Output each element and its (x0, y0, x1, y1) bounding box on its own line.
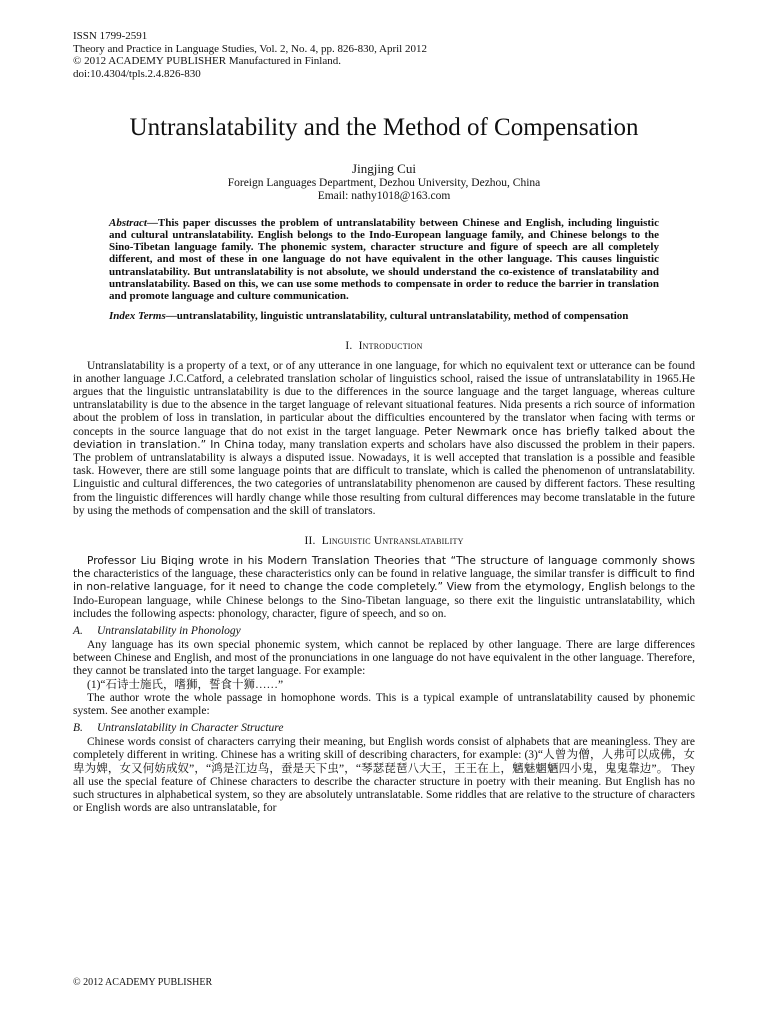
paragraph-text: Untranslatability is a property of a text, or of any utterance in one language, for which no equivalent text or utterance can be found in another language J.C.Catford, a celebrated translation scholar of linguistics school, raised the issue of untranslatability in 1965.He argues that the linguistic untranslatability is due to the differences in the source language and the target language, whereas culture untranslatability is due to the absence in the target language of relevant situational features. Nida presents a rich source of information about the problem of loss in translation, in particular about the difficulties encountered by the translator when facing with terms or concepts in the source language that do not exist in the target language. (73, 359, 695, 438)
paragraph (73, 360, 695, 518)
paragraph (73, 555, 695, 621)
section-number: I. (345, 339, 353, 352)
author-name: Jingjing Cui (352, 161, 416, 177)
affiliation: Foreign Languages Department, Dezhou University, Dezhou, China (227, 176, 541, 189)
paragraph-text-alt-font: difficult to find in non-relative language, for it need to change the code completely.” View from the etymology, English (73, 568, 696, 594)
page-footer: © 2012 ACADEMY PUBLISHER (73, 977, 213, 988)
paper-page (73, 30, 695, 815)
section-heading-introduction (73, 340, 695, 353)
index-terms-dash: — (165, 310, 177, 323)
author-email: Email: nathy1018@163.com (317, 189, 451, 202)
paragraph: Chinese words consist of characters carrying their meaning, but English words consist of alphabets that are meaningless. They are completely different in writing. Chinese has a writing skill of describing characters, for example: (3)“人曾为僧，人弗可以成佛，女卑为婢，女又何妨成奴”，“鸿是江边鸟，蚕是天下虫”，“琴瑟琵琶八大王，王王在上，魑魅魍魉四小鬼，鬼鬼靠边”。 They all use the special feature of Chinese characters to describe the character structure in poetry with their meaning. But English has no such structures in alphabetical system, so they are absolutely untranslatable. Some riddles that are relative to the structure of characters or English words are also untranslatable, for (73, 736, 695, 815)
section-number: II. (304, 534, 316, 547)
subsection-heading-phonology (73, 625, 695, 638)
paragraph: Any language has its own special phonemic system, which cannot be replaced by other language. There are large differences between Chinese and English, and most of the pronunciations in one language do not have equivalent in the other language. Therefore, they cannot be translated into the target language. For example: (73, 638, 695, 678)
paper-title: Untranslatability and the Method of Compensation (129, 114, 639, 142)
abstract-text: This paper discusses the problem of untranslatability between Chinese and English, including linguistic and cultural untranslatability. English belongs to the Indo-European language family, and Chinese belongs to the Sino-Tibetan language family. The phonemic system, character structure and figure of speech are all completely different, and most of these in one language do not have equivalent in the other language. This causes linguistic untranslatability. But untranslatability is not absolute, we should understand the co-existence of translatability and untranslatability. Based on this, we can use some methods to compensate in order to reduce the barrier in translation and promote language and culture communication. (109, 216, 659, 303)
paragraph-text: today, many translation experts and scholars have also discussed the problem in their papers. The problem of untranslatability is always a disputed issue. Nowadays, it is well accepted that translation is a possible and feasible task. However, there are still some language points that are difficult to translate, which is called the phenomenon of untranslatability. Linguistic and cultural differences, the two categories of untranslatability phenomenon are caused by different factors. These resulting from the linguistic differences will hardly change while those resulting from cultural differences may become translatable in the future by using the methods of compensation and the skill of translators. (73, 438, 695, 517)
paragraph: The author wrote the whole passage in homophone words. This is a typical example of untranslatability caused by phonemic system. See another example: (73, 691, 695, 717)
abstract-label: Abstract (109, 216, 147, 229)
paragraph-text: characteristics of the language, these characteristics only can be found in relative language, the similar transfer is (90, 568, 618, 581)
doi-line: doi:10.4304/tpls.2.4.826-830 (73, 67, 201, 80)
subsection-letter: B. (73, 722, 83, 735)
subsection-title: Untranslatability in Phonology (97, 624, 241, 637)
example-line: (1)“石诗士施氏，嗜狮，誓食十狮……” (87, 678, 284, 691)
issn-line: ISSN 1799-2591 (73, 30, 148, 42)
subsection-heading-character-structure (73, 722, 695, 735)
paragraph-text-alt-font: Peter Newmark once has briefly talked about the deviation in translation.” In China (73, 425, 695, 451)
journal-header (73, 30, 695, 80)
journal-line: Theory and Practice in Language Studies, Vol. 2, No. 4, pp. 826-830, April 2012 (73, 42, 427, 55)
abstract-dash: — (146, 216, 158, 229)
introduction-body (73, 360, 695, 518)
section-title: Linguistic Untranslatability (321, 534, 464, 547)
paragraph-text: belongs to the Indo-European language, while Chinese belongs to the Sino-Tibetan language, so there exit the linguistic untranslatability, which includes the following aspects: phonology, character, figure of speech, and so on. (73, 581, 695, 620)
paragraph-text-alt-font: Professor Liu Biqing wrote in his Modern Translation Theories that “The structure of language commonly shows the (73, 554, 695, 581)
subsection-title: Untranslatability in Character Structure (97, 722, 284, 735)
linguistic-body (73, 555, 695, 815)
subsection-letter: A. (73, 624, 83, 637)
index-terms-text: untranslatability, linguistic untranslatability, cultural untranslatability, method of compensation (176, 310, 629, 323)
index-terms (109, 310, 659, 322)
abstract (109, 217, 659, 302)
copyright-line: © 2012 ACADEMY PUBLISHER Manufactured in Finland. (73, 55, 341, 68)
section-title: Introduction (358, 339, 423, 352)
section-heading-linguistic (73, 535, 695, 548)
index-terms-label: Index Terms (109, 310, 166, 323)
